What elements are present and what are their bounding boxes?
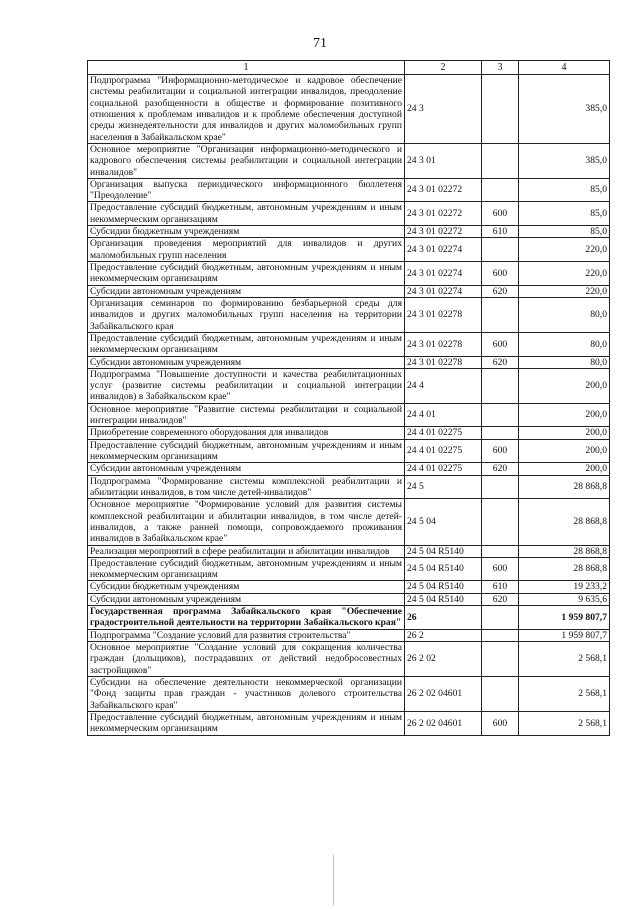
row-code-cell: 24 5 04 R5140 <box>405 581 482 593</box>
row-type-cell <box>482 545 519 557</box>
row-name-cell: Субсидии автономным учреждениям <box>88 285 405 297</box>
row-name-cell: Подпрограмма "Повышение доступности и качества реабилитационных услуг (развитие системы реабилитации и социальной интеграции инвалидов) в Забайкальском крае" <box>88 368 405 403</box>
page-number: 71 <box>313 36 327 51</box>
row-name-cell: Субсидии автономным учреждениям <box>88 463 405 475</box>
row-name-cell: Предоставление субсидий бюджетным, автономным учреждениям и иным некоммерческим организациям <box>88 711 405 735</box>
table-row <box>88 262 610 286</box>
row-code-cell: 24 4 01 02275 <box>405 439 482 463</box>
row-name-cell: Субсидии бюджетным учреждениям <box>88 581 405 593</box>
row-code-cell: 24 3 01 02272 <box>405 202 482 226</box>
row-name-cell: Основное мероприятие "Организация информационно-методического и кадрового обеспечения системы реабилитации и социальной интеграции инвалидов" <box>88 143 405 178</box>
row-type-cell: 610 <box>482 226 519 238</box>
table-row <box>88 475 610 499</box>
row-amount-cell: 385,0 <box>519 143 610 178</box>
row-type-cell <box>482 606 519 630</box>
row-code-cell: 26 2 02 04601 <box>405 676 482 711</box>
row-amount-cell: 220,0 <box>519 238 610 262</box>
row-amount-cell: 85,0 <box>519 178 610 202</box>
table-row <box>88 593 610 605</box>
row-type-cell: 620 <box>482 285 519 297</box>
row-code-cell: 24 4 01 <box>405 403 482 427</box>
row-code-cell: 24 5 04 R5140 <box>405 557 482 581</box>
row-name-cell: Предоставление субсидий бюджетным, автономным учреждениям и иным некоммерческим организациям <box>88 557 405 581</box>
row-amount-cell: 2 568,1 <box>519 642 610 677</box>
row-amount-cell: 1 959 807,7 <box>519 629 610 641</box>
row-amount-cell: 80,0 <box>519 332 610 356</box>
row-amount-cell: 80,0 <box>519 297 610 332</box>
table-row <box>88 439 610 463</box>
row-type-cell <box>482 475 519 499</box>
row-type-cell <box>482 499 519 545</box>
row-type-cell <box>482 238 519 262</box>
row-type-cell: 610 <box>482 581 519 593</box>
row-type-cell: 600 <box>482 262 519 286</box>
row-amount-cell: 385,0 <box>519 75 610 144</box>
row-name-cell: Реализация мероприятий в сфере реабилитации и абилитации инвалидов <box>88 545 405 557</box>
table-row <box>88 557 610 581</box>
row-code-cell: 24 5 04 R5140 <box>405 545 482 557</box>
margin-line <box>333 855 334 905</box>
row-amount-cell: 200,0 <box>519 427 610 439</box>
row-amount-cell: 28 868,8 <box>519 499 610 545</box>
row-code-cell: 24 3 <box>405 75 482 144</box>
row-name-cell: Подпрограмма "Информационно-методическое и кадровое обеспечение системы реабилитации и социальной интеграции инвалидов, преодоление социальной разобщенности в обществе и формирование позитивного отношения к проблемам инвалидов и к проблеме обеспечения доступной среды жизнедеятельности для инвалидов и других маломобильных групп населения в Забайкальском крае" <box>88 75 405 144</box>
row-amount-cell: 220,0 <box>519 285 610 297</box>
row-code-cell: 26 2 <box>405 629 482 641</box>
row-type-cell: 600 <box>482 332 519 356</box>
row-amount-cell: 220,0 <box>519 262 610 286</box>
row-type-cell <box>482 143 519 178</box>
table-row <box>88 75 610 144</box>
row-type-cell: 600 <box>482 711 519 735</box>
row-code-cell: 24 5 04 <box>405 499 482 545</box>
table-row <box>88 178 610 202</box>
row-type-cell <box>482 642 519 677</box>
row-type-cell: 620 <box>482 356 519 368</box>
row-name-cell: Предоставление субсидий бюджетным, автономным учреждениям и иным некоммерческим организациям <box>88 202 405 226</box>
table-row <box>88 285 610 297</box>
row-code-cell: 26 2 02 04601 <box>405 711 482 735</box>
table-row <box>88 545 610 557</box>
row-type-cell <box>482 178 519 202</box>
row-type-cell: 600 <box>482 439 519 463</box>
row-code-cell: 26 <box>405 606 482 630</box>
row-code-cell: 24 3 01 02274 <box>405 262 482 286</box>
row-code-cell: 24 3 01 02278 <box>405 297 482 332</box>
table-row <box>88 356 610 368</box>
table-row <box>88 463 610 475</box>
column-header-3: 3 <box>482 61 519 75</box>
table-row <box>88 368 610 403</box>
row-amount-cell: 28 868,8 <box>519 557 610 581</box>
row-code-cell: 26 2 02 <box>405 642 482 677</box>
row-amount-cell: 80,0 <box>519 356 610 368</box>
column-header-2: 2 <box>405 61 482 75</box>
row-name-cell: Основное мероприятие "Создание условий для сокращения количества граждан (дольщиков), пострадавших от действий недобросовестных застройщиков" <box>88 642 405 677</box>
row-code-cell: 24 3 01 02274 <box>405 285 482 297</box>
table-row <box>88 711 610 735</box>
row-amount-cell: 200,0 <box>519 463 610 475</box>
row-type-cell <box>482 629 519 641</box>
column-header-4: 4 <box>519 61 610 75</box>
row-name-cell: Организация выпуска периодического информационного бюллетеня "Преодоление" <box>88 178 405 202</box>
table-row <box>88 499 610 545</box>
table-row <box>88 676 610 711</box>
row-code-cell: 24 3 01 02272 <box>405 178 482 202</box>
table-row <box>88 238 610 262</box>
row-type-cell: 620 <box>482 593 519 605</box>
table-row <box>88 427 610 439</box>
table-row <box>88 297 610 332</box>
budget-table <box>87 60 610 736</box>
table-row <box>88 606 610 630</box>
table-header <box>88 61 610 75</box>
table-body <box>88 75 610 736</box>
row-name-cell: Предоставление субсидий бюджетным, автономным учреждениям и иным некоммерческим организациям <box>88 439 405 463</box>
row-name-cell: Основное мероприятие "Развитие системы реабилитации и социальной интеграции инвалидов" <box>88 403 405 427</box>
row-type-cell: 620 <box>482 463 519 475</box>
row-name-cell: Субсидии на обеспечение деятельности некоммерческой организации "Фонд защиты прав граждан - участников долевого строительства Забайкальского края" <box>88 676 405 711</box>
row-amount-cell: 28 868,8 <box>519 475 610 499</box>
row-code-cell: 24 4 01 02275 <box>405 427 482 439</box>
row-name-cell: Предоставление субсидий бюджетным, автономным учреждениям и иным некоммерческим организациям <box>88 262 405 286</box>
row-amount-cell: 85,0 <box>519 226 610 238</box>
row-amount-cell: 200,0 <box>519 439 610 463</box>
row-type-cell <box>482 676 519 711</box>
row-amount-cell: 2 568,1 <box>519 676 610 711</box>
row-type-cell: 600 <box>482 557 519 581</box>
row-code-cell: 24 4 01 02275 <box>405 463 482 475</box>
row-type-cell <box>482 403 519 427</box>
column-header-1: 1 <box>88 61 405 75</box>
row-name-cell: Субсидии автономным учреждениям <box>88 593 405 605</box>
row-amount-cell: 28 868,8 <box>519 545 610 557</box>
row-name-cell: Подпрограмма "Формирование системы комплексной реабилитации и абилитации инвалидов, в том числе детей-инвалидов" <box>88 475 405 499</box>
row-amount-cell: 9 635,6 <box>519 593 610 605</box>
row-amount-cell: 200,0 <box>519 403 610 427</box>
table-row <box>88 581 610 593</box>
row-type-cell <box>482 297 519 332</box>
row-amount-cell: 200,0 <box>519 368 610 403</box>
table-row <box>88 226 610 238</box>
row-name-cell: Приобретение современного оборудования для инвалидов <box>88 427 405 439</box>
row-name-cell: Организация семинаров по формированию безбарьерной среды для инвалидов и других маломобильных групп населения на территории Забайкальского края <box>88 297 405 332</box>
row-amount-cell: 19 233,2 <box>519 581 610 593</box>
row-name-cell: Субсидии автономным учреждениям <box>88 356 405 368</box>
table-row <box>88 143 610 178</box>
row-type-cell: 600 <box>482 202 519 226</box>
table-row <box>88 642 610 677</box>
row-code-cell: 24 3 01 02272 <box>405 226 482 238</box>
row-code-cell: 24 3 01 02274 <box>405 238 482 262</box>
row-name-cell: Государственная программа Забайкальского края "Обеспечение градостроительной деятельности на территории Забайкальского края" <box>88 606 405 630</box>
row-amount-cell: 85,0 <box>519 202 610 226</box>
row-name-cell: Предоставление субсидий бюджетным, автономным учреждениям и иным некоммерческим организациям <box>88 332 405 356</box>
table-row <box>88 202 610 226</box>
row-type-cell <box>482 75 519 144</box>
row-amount-cell: 1 959 807,7 <box>519 606 610 630</box>
table-row <box>88 332 610 356</box>
row-code-cell: 24 4 <box>405 368 482 403</box>
header-row <box>88 61 610 75</box>
table-row <box>88 629 610 641</box>
row-code-cell: 24 3 01 02278 <box>405 332 482 356</box>
row-code-cell: 24 3 01 02278 <box>405 356 482 368</box>
row-name-cell: Организация проведения мероприятий для инвалидов и других маломобильных групп населения <box>88 238 405 262</box>
row-name-cell: Субсидии бюджетным учреждениям <box>88 226 405 238</box>
row-code-cell: 24 5 <box>405 475 482 499</box>
row-amount-cell: 2 568,1 <box>519 711 610 735</box>
row-name-cell: Основное мероприятие "Формирование условий для развития системы комплексной реабилитации и абилитации инвалидов, в том числе детей-инвалидов, а также ранней помощи, сопровождаемого проживания инвалидов в Забайкальском крае" <box>88 499 405 545</box>
row-type-cell <box>482 368 519 403</box>
row-code-cell: 24 3 01 <box>405 143 482 178</box>
row-name-cell: Подпрограмма "Создание условий для развития строительства" <box>88 629 405 641</box>
row-code-cell: 24 5 04 R5140 <box>405 593 482 605</box>
row-type-cell <box>482 427 519 439</box>
table-row <box>88 403 610 427</box>
